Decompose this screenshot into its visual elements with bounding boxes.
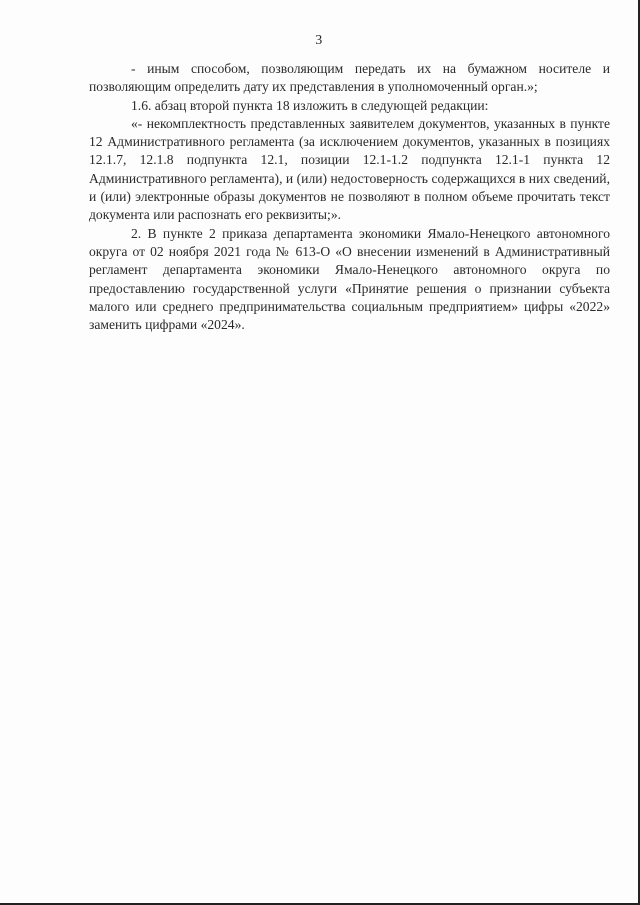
page-number: 3 bbox=[315, 33, 323, 48]
paragraph-incomplete-documents: «- некомплектность представленных заявителем документов, указанных в пункте 12 Административного регламента (за исключением документов, указанных в позициях 12.1.7, 12.1.8 подпункта 12.1, позиции 12.1-1.2 подпункта 12.1-1 пункта 12 Административного регламента), и (или) недостоверность содержащихся в них сведений, и (или) электронные образы документов не позволяют в полном объеме прочитать текст документа или распознать его реквизиты;». bbox=[89, 115, 610, 223]
paragraph-amendment-2: 2. В пункте 2 приказа департамента экономики Ямало-Ненецкого автономного округа от 02 ноября 2021 года № 613-О «О внесении изменений в Административный регламент департамента экономики Ямало-Ненецкого автономного округа по предоставлению государственной услуги «Принятие решения о признании субъекта малого или среднего предпринимательства социальным предприятием» цифры «2022» заменить цифрами «2024». bbox=[89, 225, 610, 333]
paragraph-amendment-1-6: 1.6. абзац второй пункта 18 изложить в следующей редакции: bbox=[131, 97, 489, 113]
paragraph-submission-method: - иным способом, позволяющим передать их на бумажном носителе и позволяющим определить дату их представления в уполномоченный орган.»; bbox=[89, 61, 610, 95]
document-body bbox=[89, 60, 610, 334]
